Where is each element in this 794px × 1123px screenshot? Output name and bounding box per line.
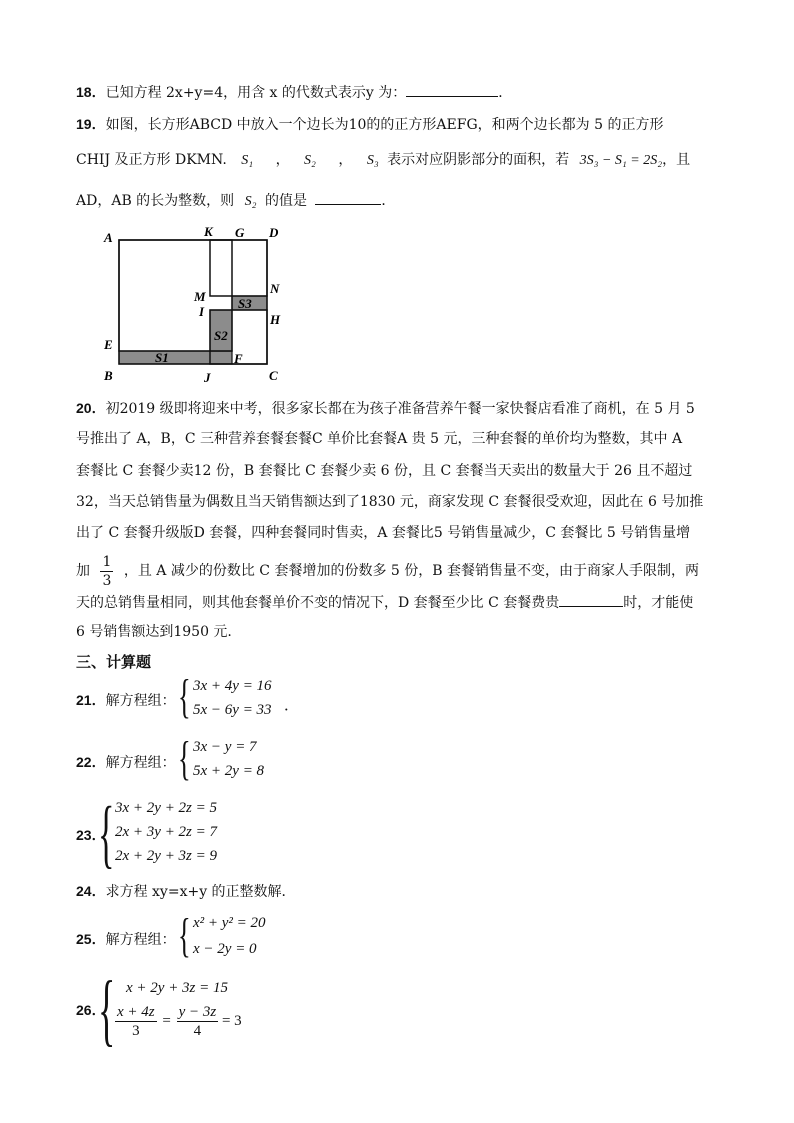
fraction-denominator: 3 [132,1023,140,1039]
question-number: 20． [76,400,106,416]
question-text: CHIJ 及正方形 DKMN. [76,152,227,168]
question-19-line2: CHIJ 及正方形 DKMN. S₁ ， S₂ ， S₃ 表示对应阴影部分的面积，若 3S₃ − S₁ = 2S₂，且 [76,152,691,168]
equation-line: 2x + 3y + 2z = 7 [115,824,218,840]
label-d: D [269,225,279,240]
fraction-numerator: x + 4z [117,1004,155,1020]
question-text: ，且 A 减少的份数比 C 套餐增加的份数多 5 份，B 套餐销售量不变，由于商家人手限制，两 [123,563,699,579]
label-s2: S2 [214,328,228,343]
question-number: 24． [76,883,106,899]
label-m: M [194,289,206,304]
answer-blank[interactable] [559,592,623,607]
fraction-right [177,1003,219,1040]
question-text: 已知方程 2x+y=4，用含 x 的代数式表示y 为： [105,85,407,101]
equation-line: 3x + 2y + 2z = 5 [115,800,218,816]
fraction-numerator: y − 3z [178,1004,217,1020]
equation-brace: { [98,966,116,1054]
equation-end: ． [284,698,300,714]
question-20-line5 [76,523,690,543]
geometry-figure [100,222,290,387]
equation-line: 5x − 6y = 33 [193,702,272,718]
equation-line: x − 2y = 0 [193,941,257,957]
question-text: 求方程 xy=x+y 的正整数解． [105,884,296,900]
question-24 [76,881,296,902]
s2-symbol: S₂ [304,153,316,168]
question-text: 解方程组： [105,932,176,948]
question-number: 18． [76,84,106,100]
equation-result: = 3 [221,1012,242,1029]
question-text: 天的总销售量相同，则其他套餐单价不变的情况下，D 套餐至少比 C 套餐费贵 [76,595,560,611]
question-number: 21． [76,692,106,708]
equation-fraction-line [115,1003,242,1040]
label-c: C [269,368,278,383]
equation-brace: { [178,670,191,723]
equation-line: 5x + 2y = 8 [193,763,265,779]
question-text: 出了 C 套餐升级版D 套餐，四种套餐同时售卖，A 套餐比5 号销售量减少，C 套餐比 5 号销售量增 [76,525,691,541]
label-s1: S1 [155,350,169,365]
fraction-denominator: 4 [193,1023,202,1039]
question-text-end: ． [381,193,396,209]
equation-line: 3x − y = 7 [193,739,257,755]
label-s3: S3 [238,296,252,311]
label-n: N [270,281,280,296]
label-f: F [234,351,243,366]
label-i: I [199,304,205,319]
fraction-one-third [100,553,113,590]
section-title: 三、计算题 [76,654,152,671]
question-20-line7 [76,592,693,613]
label-b: B [104,368,113,383]
question-text: 号推出了 A，B，C 三种营养套餐套餐C 单价比套餐A 贵 5 元，三种套餐的单价均为整数，其中 A [76,431,683,447]
question-text: 32，当天总销售量为偶数且当天销售额达到了1830 元，商家发现 C 套餐很受欢迎，因此在 6 号加推 [76,494,704,510]
question-number: 26． [76,1002,106,1018]
label-j: J [204,370,211,385]
question-18 [76,82,512,103]
question-text: ，且 [662,152,691,168]
answer-blank[interactable] [406,82,498,97]
question-20-line2 [76,429,682,449]
question-text: 解方程组： [105,693,176,709]
label-a: A [104,230,113,245]
equation-brace: { [98,792,115,876]
question-20-line3 [76,461,692,481]
question-20-line8 [76,622,232,642]
equation-line: 3x + 4y = 16 [193,678,272,694]
question-number: 19． [76,116,106,132]
question-22 [76,752,176,773]
equation-line: 2x + 2y + 3z = 9 [115,848,218,864]
question-text: 套餐比 C 套餐少卖12 份，B 套餐比 C 套餐少卖 6 份，且 C 套餐当天卖出的数量大于 26 且不超过 [76,463,693,479]
question-text: 的值是 [264,193,307,209]
question-text: AD，AB 的长为整数，则 [76,193,235,209]
label-e: E [104,337,113,352]
question-text: 解方程组： [105,755,176,771]
label-g: G [235,225,245,240]
answer-blank[interactable] [315,190,381,205]
fraction-denominator: 3 [102,572,112,589]
equation-line: x + 2y + 3z = 15 [126,980,229,996]
question-text: 加 [76,563,90,579]
question-number: 23． [76,827,106,843]
question-20-line1 [76,398,695,419]
label-k: K [204,224,213,239]
question-25 [76,929,176,950]
question-21 [76,690,176,711]
question-text: 时，才能使 [623,595,694,611]
question-20-line4 [76,492,703,512]
condition-formula: 3S₃ − S₁ = 2S₂ [579,153,663,168]
equation-line: x² + y² = 20 [193,915,266,931]
fraction-left [115,1003,157,1040]
s2-symbol: S₂ [244,194,257,209]
question-text: 6 号销售额达到1950 元. [76,624,232,640]
question-text: 初2019 级即将迎来中考，很多家长都在为孩子准备营养午餐一家快餐店看准了商机，在 5 月 5 [105,401,695,417]
question-text: 如图，长方形ABCD 中放入一个边长为10的的正方形AEFG，和两个边长都为 5 的正方形 [105,117,664,133]
shaded-region-s1 [119,351,232,364]
question-text-end: ． [498,85,513,101]
question-text: 表示对应阴影部分的面积，若 [387,152,570,168]
s3-symbol: S₃ [366,153,379,168]
equals-sign: = [162,1012,171,1029]
label-h: H [270,312,281,327]
question-number: 22． [76,754,106,770]
s1-symbol: S₁ [241,153,254,168]
question-number: 25． [76,931,106,947]
fraction-numerator: 1 [102,553,112,570]
question-19-line1 [76,114,663,135]
equation-brace: { [178,909,191,962]
square-dkmn [210,240,267,296]
question-19-line3 [76,190,395,212]
question-20-line6 [76,552,699,590]
equation-brace: { [178,732,191,785]
